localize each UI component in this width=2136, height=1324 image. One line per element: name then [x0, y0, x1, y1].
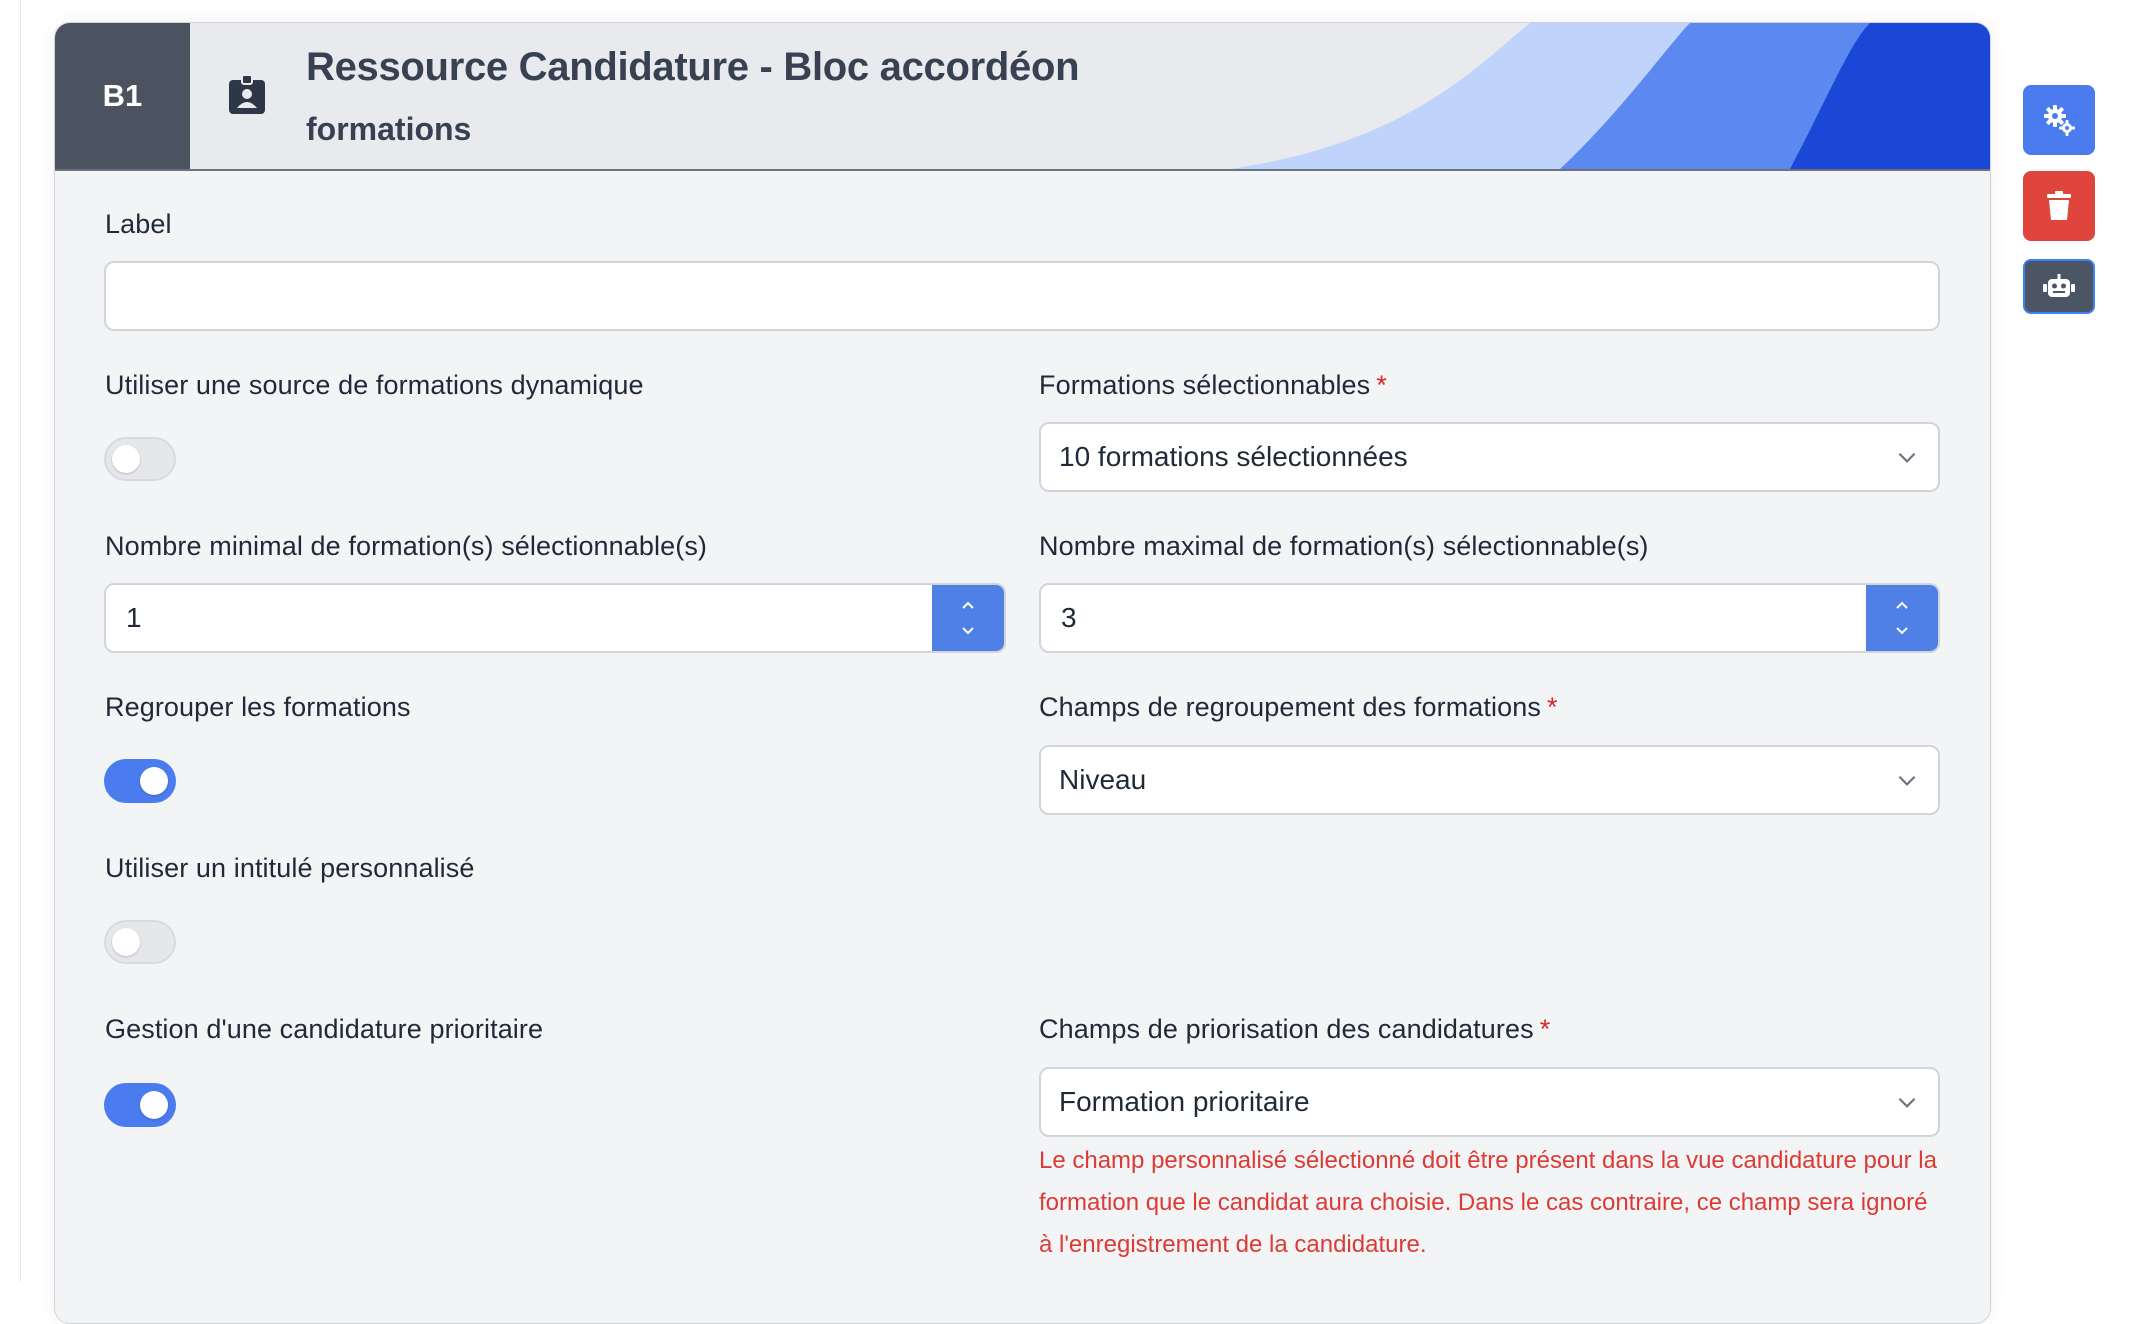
- group-formations-toggle[interactable]: [104, 759, 176, 803]
- custom-title-toggle[interactable]: [104, 920, 176, 964]
- delete-button[interactable]: [2023, 171, 2095, 241]
- group-field-value: Niveau: [1059, 764, 1147, 795]
- max-count-input[interactable]: [1039, 583, 1940, 653]
- min-count-label: Nombre minimal de formation(s) sélectionnable(s): [105, 531, 708, 561]
- group-field-select[interactable]: [1039, 745, 1940, 815]
- dynamic-source-label: Utiliser une source de formations dynamique: [105, 370, 644, 400]
- block-badge-label: B1: [102, 78, 143, 113]
- chevron-down-icon: [1894, 767, 1920, 793]
- toggle-knob: [140, 767, 168, 795]
- min-count-value: 1: [126, 602, 142, 633]
- priority-field-select[interactable]: [1039, 1067, 1940, 1137]
- group-field-label: [1039, 692, 1558, 723]
- selectable-formations-label-text: Formations sélectionnables: [1039, 370, 1371, 400]
- priority-field-value: Formation prioritaire: [1059, 1086, 1310, 1117]
- increment-button[interactable]: [1890, 595, 1914, 615]
- toggle-knob: [112, 445, 140, 473]
- selectable-formations-value: 10 formations sélectionnées: [1059, 441, 1408, 472]
- selectable-formations-label: [1039, 370, 1387, 401]
- decrement-button[interactable]: [1890, 621, 1914, 641]
- dynamic-source-toggle[interactable]: [104, 437, 176, 481]
- priority-label: Gestion d'une candidature prioritaire: [105, 1014, 544, 1044]
- chevron-down-icon: [1894, 1089, 1920, 1115]
- toggle-knob: [112, 928, 140, 956]
- ai-assistant-button[interactable]: [2023, 259, 2095, 314]
- required-asterisk: *: [1546, 692, 1558, 722]
- header-decoration: [1230, 23, 1990, 169]
- toggle-knob: [140, 1091, 168, 1119]
- required-asterisk: *: [1539, 1014, 1551, 1044]
- chevron-up-icon: [960, 599, 976, 611]
- block-title: Ressource Candidature - Bloc accordéon: [306, 45, 1080, 89]
- robot-icon: [2041, 273, 2077, 301]
- priority-field-warning: Le champ personnalisé sélectionné doit être présent dans la vue candidature pour la formation que le candidat aura choisie. Dans le cas contraire, ce champ sera ignoré à l'enregistrement de la candidature.: [1039, 1147, 1937, 1258]
- gears-icon: [2041, 102, 2077, 138]
- max-count-spinner: [1866, 585, 1938, 651]
- min-count-spinner: [932, 585, 1004, 651]
- min-count-input[interactable]: [104, 583, 1006, 653]
- priority-field-label: [1039, 1014, 1550, 1045]
- increment-button[interactable]: [956, 595, 980, 615]
- label-input[interactable]: [104, 261, 1940, 331]
- custom-title-label: Utiliser un intitulé personnalisé: [105, 853, 475, 883]
- chevron-down-icon: [1894, 444, 1920, 470]
- max-count-value: 3: [1061, 602, 1077, 633]
- priority-field-label-text: Champs de priorisation des candidatures: [1039, 1014, 1534, 1044]
- group-field-label-text: Champs de regroupement des formations: [1039, 692, 1541, 722]
- chevron-down-icon: [960, 625, 976, 637]
- label-field-label: Label: [105, 209, 172, 239]
- chevron-down-icon: [1894, 625, 1910, 637]
- required-asterisk: *: [1376, 370, 1387, 400]
- trash-icon: [2045, 190, 2073, 222]
- selectable-formations-select[interactable]: [1039, 422, 1940, 492]
- priority-toggle[interactable]: [104, 1083, 176, 1127]
- id-badge-icon: [223, 71, 271, 119]
- block-header[interactable]: [55, 23, 1990, 171]
- block-badge: [55, 23, 190, 169]
- block-subtitle: formations: [306, 111, 472, 147]
- group-formations-label: Regrouper les formations: [105, 692, 411, 722]
- chevron-up-icon: [1894, 599, 1910, 611]
- settings-button[interactable]: [2023, 85, 2095, 155]
- max-count-label: Nombre maximal de formation(s) sélectionnable(s): [1039, 531, 1649, 561]
- decrement-button[interactable]: [956, 621, 980, 641]
- page-left-divider: [20, 0, 21, 1282]
